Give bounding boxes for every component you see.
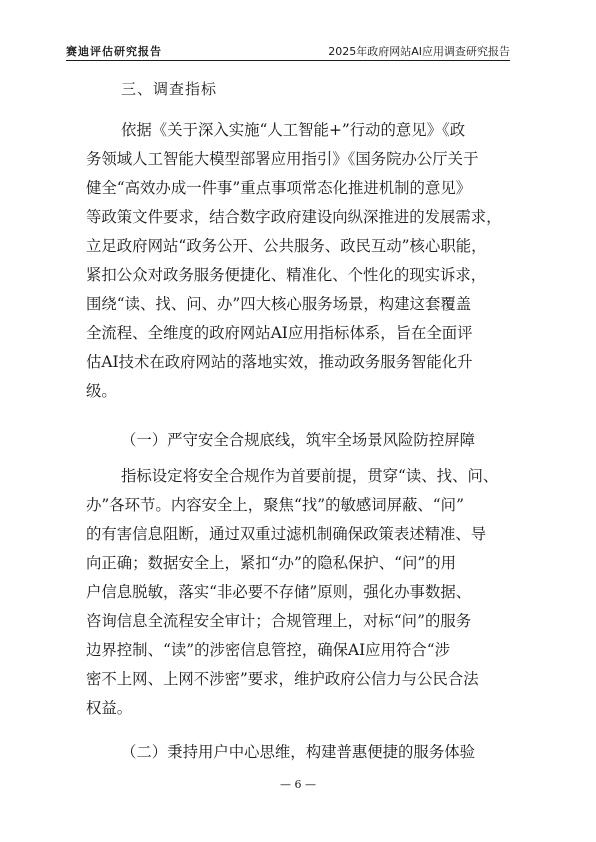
subheading-user-centered: （二）秉持用户中心思维，构建普惠便捷的服务体验 — [121, 743, 475, 761]
paragraph-line: 指标设定将安全合规作为首要前提，贯穿“读、找、问、 — [121, 467, 499, 485]
section-heading: 三、调查指标 — [121, 80, 218, 98]
paragraph-line: 紧扣公众对政务服务便捷化、精准化、个性化的现实诉求， — [86, 266, 487, 284]
paragraph-line: 立足政府网站“政务公开、公共服务、政民互动”核心职能， — [86, 237, 487, 255]
paragraph-line: 围绕“读、找、问、办”四大核心服务场景，构建这套覆盖 — [86, 295, 472, 313]
header-org-name: 赛迪评估研究报告 — [66, 45, 162, 58]
paragraph-line: 估AI技术在政府网站的落地实效，推动政务服务智能化升 — [86, 353, 473, 371]
paragraph-line: 健全“高效办成一件事”重点事项常态化推进机制的意见》 — [86, 179, 472, 197]
paragraph-line: 全流程、全维度的政府网站AI应用指标体系，旨在全面评 — [86, 324, 473, 342]
page-number: — 6 — — [280, 778, 316, 791]
paragraph-line: 密不上网、上网不涉密”要求，维护政府公信力与公民合法 — [86, 670, 479, 688]
paragraph-line: 向正确；数据安全上，紧扣“办”的隐私保护、“问”的用 — [86, 554, 457, 572]
paragraph-line: 等政策文件要求，结合数字政府建设向纵深推进的发展需求， — [86, 208, 502, 226]
header-divider — [66, 60, 510, 61]
paragraph-line: 的有害信息阻断，通过双重过滤机制确保政策表述精准、导 — [86, 525, 487, 543]
paragraph-line: 权益。 — [86, 699, 133, 717]
subheading-security-compliance: （一）严守安全合规底线，筑牢全场景风险防控屏障 — [121, 431, 475, 449]
paragraph-line: 依据《关于深入实施“人工智能+”行动的意见》《政 — [121, 121, 466, 139]
paragraph-line: 办”各环节。内容安全上，聚焦“找”的敏感词屏蔽、“问” — [86, 496, 464, 514]
paragraph-line: 咨询信息全流程安全审计；合规管理上，对标“问”的服务 — [86, 612, 472, 630]
paragraph-line: 务领域人工智能大模型部署应用指引》《国务院办公厅关于 — [86, 150, 479, 168]
header-report-title: 2025年政府网站AI应用调查研究报告 — [328, 45, 510, 58]
paragraph-line: 边界控制、“读”的涉密信息管控，确保AI应用符合“涉 — [86, 641, 451, 659]
paragraph-line: 级。 — [86, 382, 117, 400]
page-header — [66, 40, 510, 58]
paragraph-line: 户信息脱敏，落实“非必要不存储”原则，强化办事数据、 — [86, 583, 472, 601]
